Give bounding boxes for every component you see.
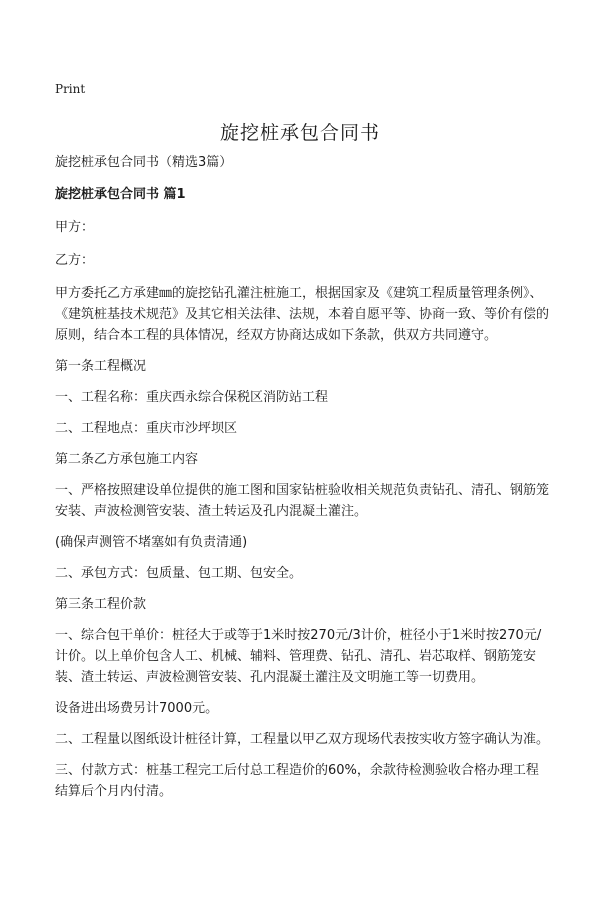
contract-method: 二、承包方式：包质量、包工期、包安全。 (55, 566, 303, 581)
scope-note: (确保声测管不堵塞如有负责清通) (55, 535, 248, 550)
print-label: Print (55, 82, 86, 96)
payment-paragraph: 三、付款方式：桩基工程完工后付总工程造价的60%，余款待检测验收合格办理工程结算后个月内付清。 (55, 763, 539, 799)
equipment-fee: 设备进出场费另计7000元。 (55, 701, 219, 716)
document-body (55, 152, 549, 812)
article-1-heading: 第一条工程概况 (55, 359, 147, 374)
section-heading: 旋挖桩承包合同书 篇1 (55, 187, 186, 202)
party-b-line: 乙方： (55, 253, 95, 268)
scope-paragraph: 一、严格按照建设单位提供的施工图和国家钻桩验收相关规范负责钻孔、清孔、钢筋笼安装、声波检测管安装、渣土转运及孔内混凝土灌注。 (55, 483, 550, 519)
article-2-heading: 第二条乙方承包施工内容 (55, 452, 199, 467)
article-3-heading: 第三条工程价款 (55, 597, 147, 612)
project-location: 二、工程地点：重庆市沙坪坝区 (55, 421, 238, 436)
document-title: 旋挖桩承包合同书 (219, 122, 380, 144)
party-a-line: 甲方： (55, 220, 95, 235)
intro-paragraph: 甲方委托乙方承建㎜的旋挖钻孔灌注桩施工，根据国家及《建筑工程质量管理条例》、《建筑桩基技术规范》及其它相关法律、法规，本着自愿平等、协商一致、等价有偿的原则，结合本工程的具体情况，经双方协商达成如下条款，供双方共同遵守。 (55, 286, 550, 343)
quantity-paragraph: 二、工程量以图纸设计桩径计算，工程量以甲乙双方现场代表按实收方签字确认为准。 (55, 732, 550, 747)
document-subtitle: 旋挖桩承包合同书（精选3篇） (55, 155, 233, 170)
project-name: 一、工程名称：重庆西永综合保税区消防站工程 (55, 390, 329, 405)
unit-price-paragraph: 一、综合包干单价：桩径大于或等于1米时按270元/3计价，桩径小于1米时按270元/计价。以上单价包含人工、机械、辅料、管理费、钻孔、清孔、岩芯取样、钢筋笼安装、渣土转运、声波检测管安装、孔内混凝土灌注及文明施工等一切费用。 (55, 628, 542, 685)
